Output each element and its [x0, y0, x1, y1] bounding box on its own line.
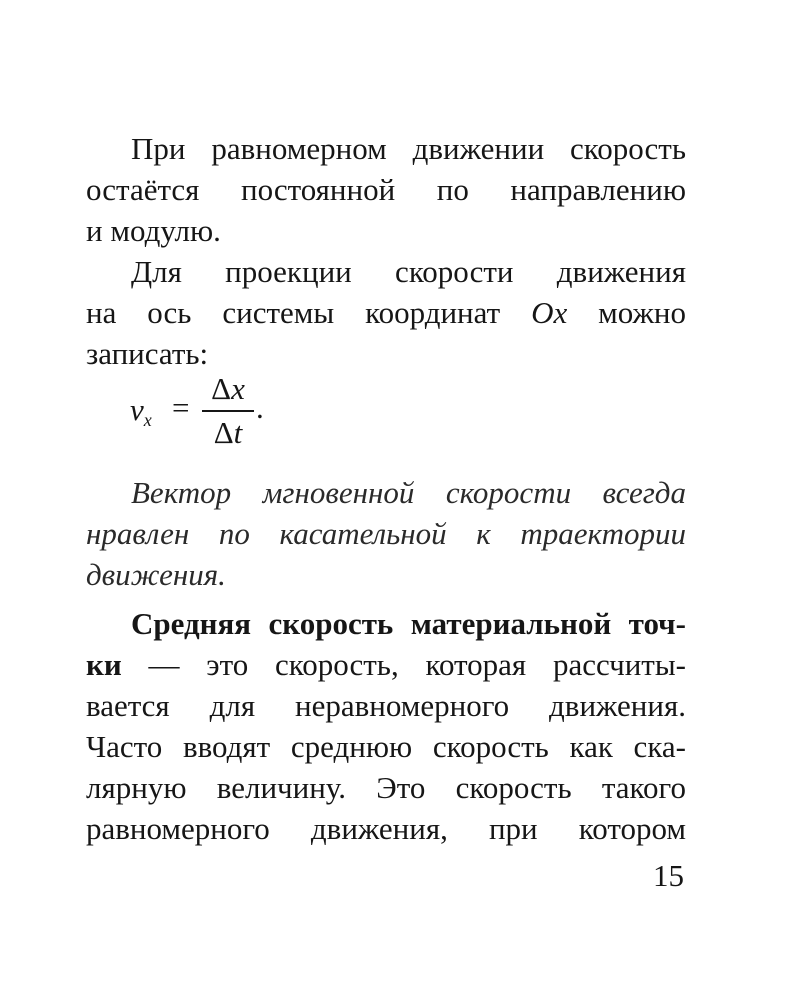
text-segment: можно [567, 295, 687, 330]
text-line: При равномерном движении скорость [131, 131, 686, 166]
text-line [86, 644, 686, 685]
formula-var: x [231, 371, 245, 406]
text-line: лярную величину. Это скорость такого [86, 770, 686, 805]
term-heading-end: ки [86, 647, 122, 682]
paragraph-gap [86, 595, 686, 603]
paragraph-average-velocity [86, 603, 686, 849]
formula-denominator [202, 412, 254, 454]
axis-label: Ox [531, 295, 568, 330]
formula-var: t [233, 415, 243, 450]
delta-symbol: Δ [211, 371, 232, 406]
text-segment: — это скорость, которая рассчиты- [121, 647, 686, 682]
text-line: Вектор мгновенной скорости всегда [131, 475, 686, 510]
page-body [86, 128, 686, 849]
page-number: 15 [653, 858, 684, 893]
text-line: движения. [86, 557, 226, 592]
text-line [86, 292, 686, 333]
term-heading: Средняя скорость материальной точ- [131, 606, 686, 641]
formula-lhs [130, 392, 152, 431]
text-line: остаётся постоянной по направлению [86, 172, 686, 207]
text-line: записать: [86, 336, 209, 371]
text-line: и модулю. [86, 213, 221, 248]
paragraph-instant-velocity [86, 472, 686, 595]
delta-symbol: Δ [213, 415, 234, 450]
formula-var: v [130, 392, 144, 427]
velocity-formula [86, 371, 686, 462]
text-line: равномерного движения, при котором [86, 811, 686, 846]
text-line: вается для неравномерного движения. [86, 688, 686, 723]
text-line: Часто вводят среднюю скорость как ска- [86, 729, 686, 764]
formula-subscript: x [143, 410, 152, 430]
formula-numerator [202, 370, 254, 408]
text-segment: на ось системы координат [86, 295, 532, 330]
formula-equals: = [172, 390, 190, 425]
formula-fraction [202, 370, 254, 454]
text-line: Для проекции скорости движения [131, 254, 686, 289]
formula-period: . [256, 390, 264, 425]
paragraph-uniform-motion [86, 128, 686, 251]
paragraph-velocity-projection [86, 251, 686, 374]
text-line: нравлен по касательной к траектории [86, 516, 686, 551]
